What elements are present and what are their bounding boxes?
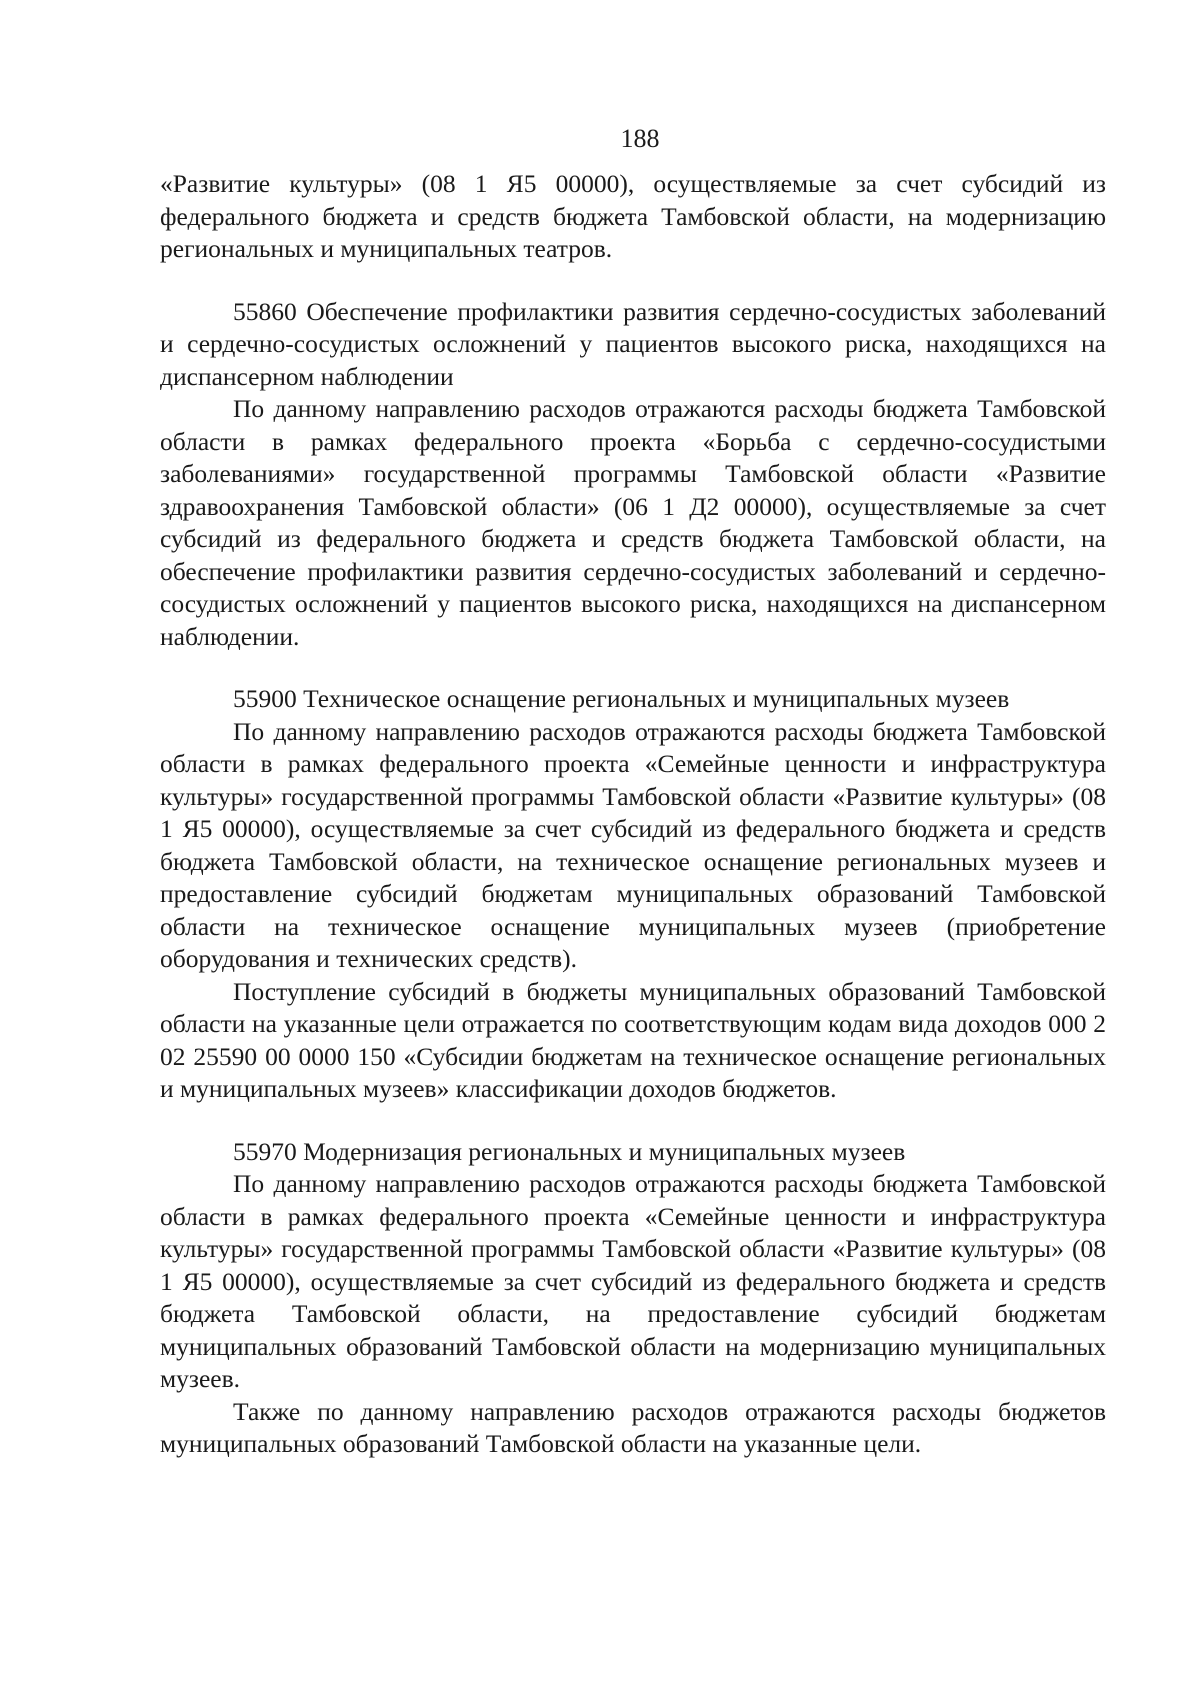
paragraph-55860-description: По данному направлению расходов отражаются расходы бюджета Тамбовской области в рамках федерального проекта «Борьба с сердечно-сосудистыми заболеваниями» государственной программы Тамбовской области «Развитие здравоохранения Тамбовской области» (06 1 Д2 00000), осуществляемые за счет субсидий из федерального бюджета и средств бюджета Тамбовской области, на обеспечение профилактики развития сердечно-сосудистых заболеваний и сердечно-сосудистых осложнений у пациентов высокого риска, находящихся на диспансерном наблюдении. bbox=[160, 394, 1106, 651]
section-heading-55860: 55860 Обеспечение профилактики развития сердечно-сосудистых заболеваний и сердечно-сосудистых осложнений у пациентов высокого риска, находящихся на диспансерном наблюдении bbox=[160, 296, 1106, 391]
section-heading-55900: 55900 Техническое оснащение региональных и муниципальных музеев bbox=[233, 684, 1010, 713]
paragraph-55970-description: По данному направлению расходов отражаются расходы бюджета Тамбовской области в рамках федерального проекта «Семейные ценности и инфраструктура культуры» государственной программы Тамбовской области «Развитие культуры» (08 1 Я5 00000), осуществляемые за счет субсидий из федерального бюджета и средств бюджета Тамбовской области, на предоставление субсидий бюджетам муниципальных образований Тамбовской области на модернизацию муниципальных музеев. bbox=[160, 1169, 1106, 1393]
document-body bbox=[160, 168, 1106, 1461]
page-number: 188 bbox=[620, 124, 660, 153]
continuation-paragraph: «Развитие культуры» (08 1 Я5 00000), осуществляемые за счет субсидий из федерального бюджета и средств бюджета Тамбовской области, на модернизацию региональных и муниципальных театров. bbox=[160, 169, 1106, 263]
paragraph-55900-description: По данному направлению расходов отражаются расходы бюджета Тамбовской области в рамках федерального проекта «Семейные ценности и инфраструктура культуры» государственной программы Тамбовской области «Развитие культуры» (08 1 Я5 00000), осуществляемые за счет субсидий из федерального бюджета и средств бюджета Тамбовской области, на техническое оснащение региональных музеев и предоставление субсидий бюджетам муниципальных образований Тамбовской области на техническое оснащение муниципальных музеев (приобретение оборудования и технических средств). bbox=[160, 716, 1106, 973]
paragraph-55900-revenue: Поступление субсидий в бюджеты муниципальных образований Тамбовской области на указанные цели отражается по соответствующим кодам вида доходов 000 2 02 25590 00 0000 150 «Субсидии бюджетам на техническое оснащение региональных и муниципальных музеев» классификации доходов бюджетов. bbox=[160, 976, 1106, 1103]
paragraph-55970-also: Также по данному направлению расходов отражаются расходы бюджетов муниципальных образований Тамбовской области на указанные цели. bbox=[160, 1396, 1106, 1458]
section-heading-55970: 55970 Модернизация региональных и муниципальных музеев bbox=[233, 1136, 906, 1166]
